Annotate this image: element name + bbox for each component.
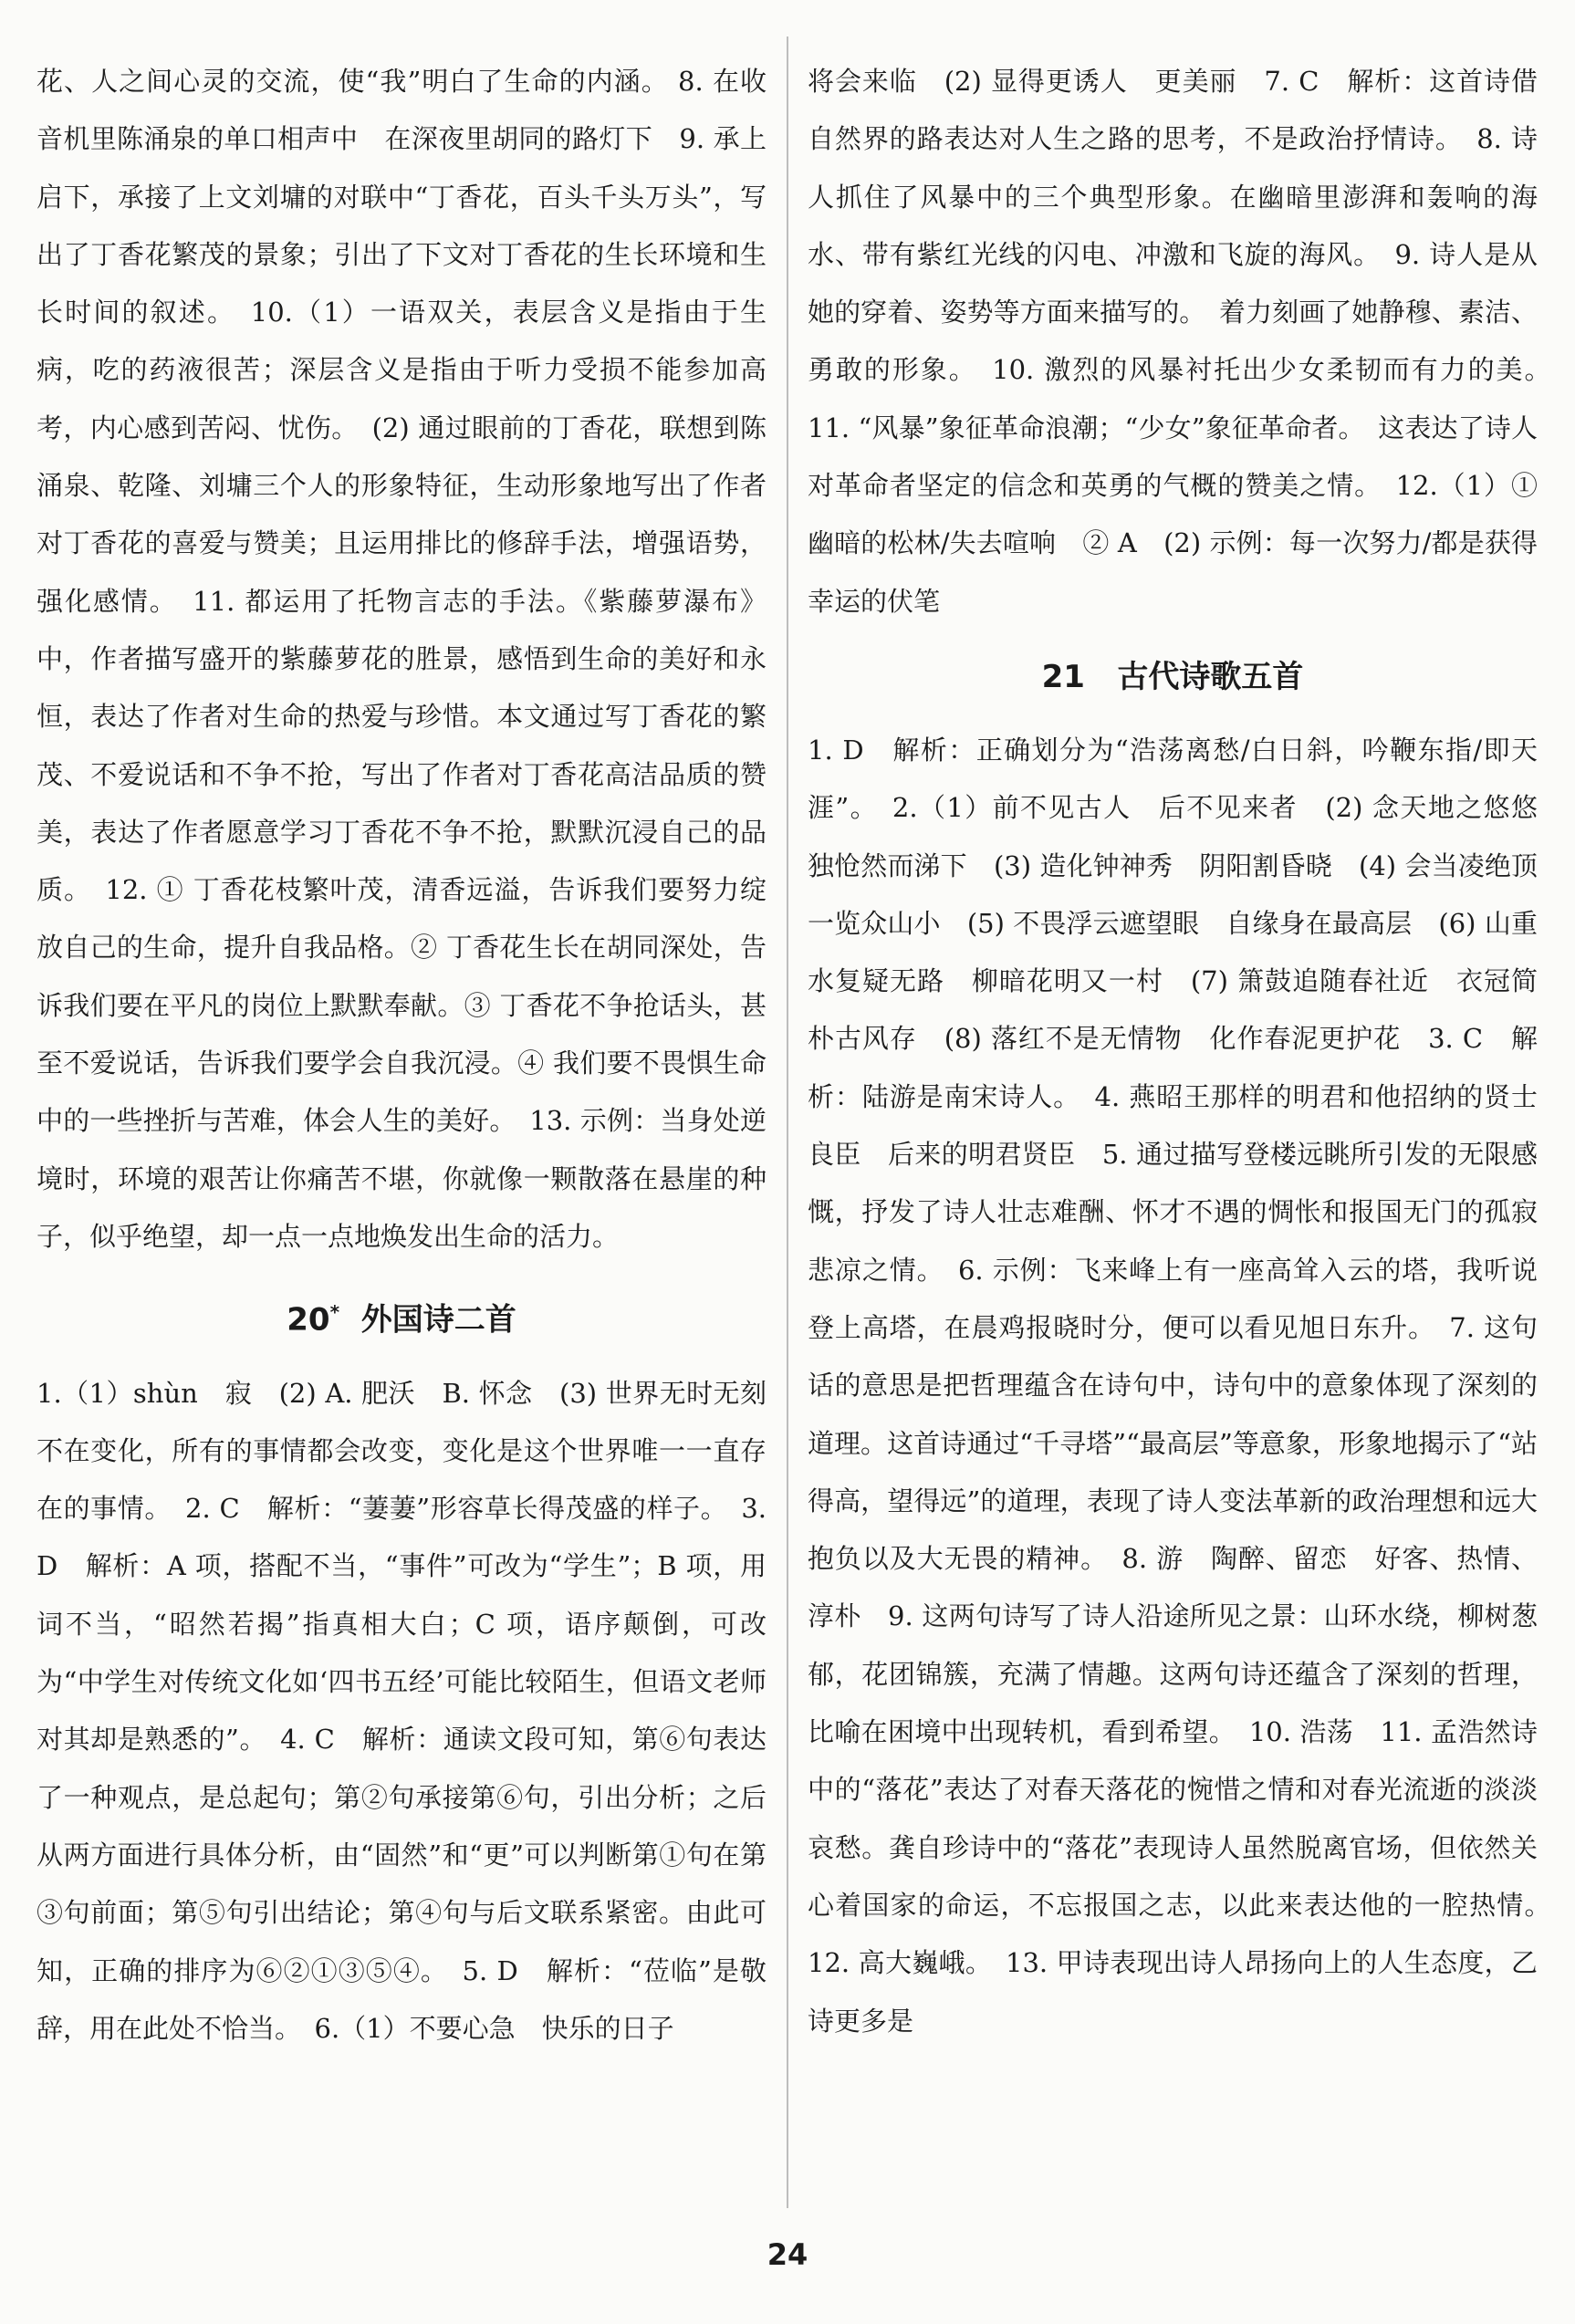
answer-block-21: 1. D 解析：正确划分为“浩荡离愁/白日斜，吟鞭东指/即天涯”。 2.（1）前不见古人 后不见来者 (2) 念天地之悠悠 独怆然而涕下 (3) 造化钟神秀 阴阳割昏晓 (4) 会当凌绝顶 一览众山小 (5) 不畏浮云遮望眼 自缘身在最高层 (6) 山重水复疑无路 柳暗花明又一村 (7) 箫鼓追随春社近 衣冠简朴古风存 (8) 落红不是无情物 化作春泥更护花 3. C 解析：陆游是南宋诗人。 4. 燕昭王那样的明君和他招纳的贤士良臣 后来的明君贤臣 5. 通过描写登楼远眺所引发的无限感慨，抒发了诗人壮志难酬、怀才不遇的惆怅和报国无门的孤寂悲凉之情。 6. 示例：飞来峰上有一座高耸入云的塔，我听说登上高塔，在晨鸡报晓时分，便可以看见旭日东升。 7. 这句话的意思是把哲理蕴含在诗句中，诗句中的意象体现了深刻的道理。这首诗通过“千寻塔”“最高层”等意象，形象地揭示了“站得高，望得远”的道理，表现了诗人变法革新的政治理想和远大抱负以及大无畏的精神。 8. 游 陶醉、留恋 好客、热情、淳朴 9. 这两句诗写了诗人沿途所见之景：山环水绕，柳树葱郁，花团锦簇，充满了情趣。这两句诗还蕴含了深刻的哲理，比喻在困境中出现转机，看到希望。 10. 浩荡 11. 孟浩然诗中的“落花”表达了对春天落花的惋惜之情和对春光流逝的淡淡哀愁。龚自珍诗中的“落花”表现诗人虽然脱离官场，但依然关心着国家的命运，不忘报国之志，以此来表达他的一腔热情。 12. 高大巍峨。 13. 甲诗表现出诗人昂扬向上的人生态度，乙诗更多是 <box>808 734 1565 2037</box>
section-title: 古代诗歌五首 <box>1117 658 1304 695</box>
page-number: 24 <box>767 2237 808 2272</box>
left-column <box>37 53 767 2058</box>
section-title: 外国诗二首 <box>360 1301 516 1339</box>
answer-block-19-continued: 花、人之间心灵的交流，使“我”明白了生命的内涵。 8. 在收音机里陈涌泉的单口相声中 在深夜里胡同的路灯下 9. 承上启下，承接了上文刘墉的对联中“丁香花，百头千头万头”，写出了丁香花繁茂的景象；引出了下文对丁香花的生长环境和生长时间的叙述。 10.（1）一语双关，表层含义是指由于生病，吃的药液很苦；深层含义是指由于听力受损不能参加高考，内心感到苦闷、忧伤。 (2) 通过眼前的丁香花，联想到陈涌泉、乾隆、刘墉三个人的形象特征，生动形象地写出了作者对丁香花的喜爱与赞美；且运用排比的修辞手法，增强语势，强化感情。 11. 都运用了托物言志的手法。《紫藤萝瀑布》中，作者描写盛开的紫藤萝花的胜景，感悟到生命的美好和永恒，表达了作者对生命的热爱与珍惜。本文通过写丁香花的繁茂、不爱说话和不争不抢，写出了作者对丁香花高洁品质的赞美，表达了作者愿意学习丁香花不争不抢，默默沉浸自己的品质。 12. ① 丁香花枝繁叶茂，清香远溢，告诉我们要努力绽放自己的生命，提升自我品格。② 丁香花生长在胡同深处，告诉我们要在平凡的岗位上默默奉献。③ 丁香花不争抢话头，甚至不爱说话，告诉我们要学会自我沉浸。④ 我们要不畏惧生命中的一些挫折与苦难，体会人生的美好。 13. 示例：当身处逆境时，环境的艰苦让你痛苦不堪，你就像一颗散落在悬崖的种子，似乎绝望，却一点一点地焕发出生命的活力。 <box>37 66 767 1252</box>
section-mark: * <box>329 1301 340 1324</box>
answer-block-20: 1.（1）shùn 寂 (2) A. 肥沃 B. 怀念 (3) 世界无时无刻不在变化，所有的事情都会改变，变化是这个世界唯一一直存在的事情。 2. C 解析：“萋萋”形容草长得茂盛的样子。 3. D 解析：A 项，搭配不当，“事件”可改为“学生”；B 项，用词不当，“昭然若揭”指真相大白；C 项，语序颠倒，可改为“中学生对传统文化如‘四书五经’可能比较陌生，但语文老师对其却是熟悉的”。 4. C 解析：通读文段可知，第⑥句表达了一种观点，是总起句；第②句承接第⑥句，引出分析；之后从两方面进行具体分析，由“固然”和“更”可以判断第①句在第③句前面；第⑤句引出结论；第④句与后文联系紧密。由此可知，正确的排序为⑥②①③⑤④。 5. D 解析：“莅临”是敬辞，用在此处不恰当。 6.（1）不要心急 快乐的日子 <box>37 1377 767 2044</box>
right-column <box>808 53 1565 2050</box>
section-heading-20 <box>37 1271 767 1360</box>
column-divider <box>787 36 788 2208</box>
answer-block-20-continued: 将会来临 (2) 显得更诱人 更美丽 7. C 解析：这首诗借自然界的路表达对人生之路的思考，不是政治抒情诗。 8. 诗人抓住了风暴中的三个典型形象。在幽暗里澎湃和轰响的海水、带有紫红光线的闪电、冲激和飞旋的海风。 9. 诗人是从她的穿着、姿势等方面来描写的。 着力刻画了她静穆、素洁、勇敢的形象。 10. 激烈的风暴衬托出少女柔韧而有力的美。 11. “风暴”象征革命浪潮；“少女”象征革命者。 这表达了诗人对革命者坚定的信念和英勇的气概的赞美之情。 12.（1）① 幽暗的松林/失去喧响 ② A (2) 示例：每一次努力/都是获得幸运的伏笔 <box>808 66 1565 617</box>
section-heading-21 <box>808 636 1538 718</box>
section-number: 21 <box>1041 658 1085 695</box>
section-number: 20 <box>287 1301 330 1339</box>
